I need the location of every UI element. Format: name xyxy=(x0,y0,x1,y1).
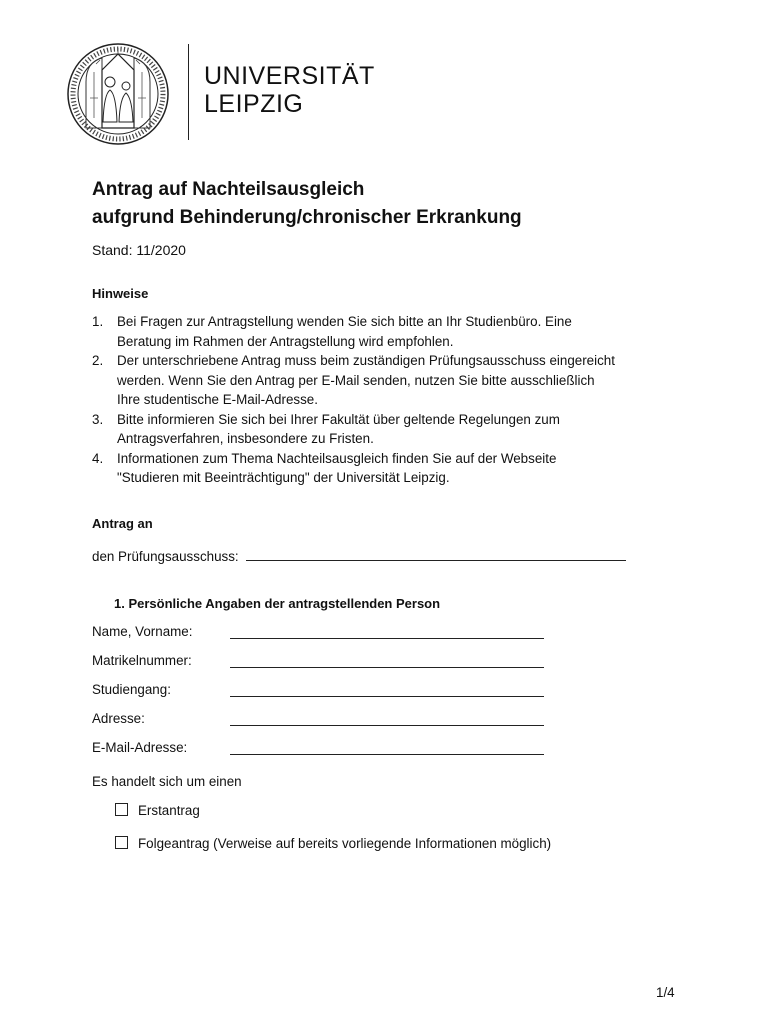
hinweise-heading: Hinweise xyxy=(92,286,149,301)
title-line-2: aufgrund Behinderung/chronischer Erkrankung xyxy=(92,207,522,228)
logo-divider xyxy=(188,44,189,140)
name-vorname-label: Name, Vorname: xyxy=(92,624,193,639)
hinweis-text-line: Beratung im Rahmen der Antragstellung wird empfohlen. xyxy=(117,333,454,349)
adresse-label: Adresse: xyxy=(92,711,145,726)
hinweis-item xyxy=(92,312,692,351)
option-erstantrag-label: Erstantrag xyxy=(138,803,200,818)
option-erstantrag[interactable] xyxy=(115,803,200,818)
hinweis-item xyxy=(92,449,692,488)
hinweis-text-line: Bitte informieren Sie sich bei Ihrer Fakultät über geltende Regelungen zum xyxy=(117,411,560,427)
university-wordmark xyxy=(204,62,375,118)
option-folgeantrag[interactable] xyxy=(115,836,551,851)
pruefungsausschuss-row xyxy=(92,546,626,564)
checkbox-icon[interactable] xyxy=(115,803,128,816)
page-number: 1/4 xyxy=(656,985,675,1000)
hinweis-text-line: Der unterschriebene Antrag muss beim zuständigen Prüfungsausschuss eingereicht xyxy=(117,353,615,368)
hinweis-text-line: Antragsverfahren, insbesondere zu Fristen. xyxy=(117,431,374,446)
pruefungsausschuss-label: den Prüfungsausschuss: xyxy=(92,549,239,564)
hinweis-text-line: "Studieren mit Beeinträchtigung" der Universität Leipzig. xyxy=(117,470,450,485)
hinweis-item xyxy=(92,351,692,410)
pruefungsausschuss-field[interactable] xyxy=(246,546,626,561)
wordmark-line-1: UNIVERSITÄT xyxy=(204,62,375,90)
hinweis-number: 2. xyxy=(92,353,104,368)
hinweis-text-line: Informationen zum Thema Nachteilsausgleich finden Sie auf der Webseite xyxy=(117,450,557,466)
adresse-field[interactable] xyxy=(230,725,544,726)
hinweise-list xyxy=(92,312,692,488)
hinweis-text-line: Bei Fragen zur Antragstellung wenden Sie sich bitte an Ihr Studienbüro. Eine xyxy=(117,314,572,329)
option-folgeantrag-label: Folgeantrag (Verweise auf bereits vorliegende Informationen möglich) xyxy=(138,836,552,851)
section-1-heading: 1. Persönliche Angaben der antragstellenden Person xyxy=(114,596,441,611)
title-line-1: Antrag auf Nachteilsausgleich xyxy=(92,179,365,200)
email-adresse-label: E-Mail-Adresse: xyxy=(92,740,188,755)
studiengang-field[interactable] xyxy=(230,696,544,697)
hinweis-number: 3. xyxy=(92,411,104,427)
version-stand: Stand: 11/2020 xyxy=(92,242,186,258)
hinweis-text-line: werden. Wenn Sie den Antrag per E-Mail senden, nutzen Sie bitte ausschließlich xyxy=(117,372,595,388)
antrag-an-heading: Antrag an xyxy=(92,516,153,531)
document-title xyxy=(92,176,692,232)
checkbox-icon[interactable] xyxy=(115,836,128,849)
hinweis-number: 4. xyxy=(92,450,104,466)
wordmark-line-2: LEIPZIG xyxy=(204,90,304,118)
matrikelnummer-label: Matrikelnummer: xyxy=(92,653,192,668)
matrikelnummer-field[interactable] xyxy=(230,667,544,668)
email-adresse-field[interactable] xyxy=(230,754,544,755)
university-seal-logo xyxy=(66,42,170,146)
hinweis-number: 1. xyxy=(92,314,104,329)
studiengang-label: Studiengang: xyxy=(92,682,171,697)
antragsart-label: Es handelt sich um einen xyxy=(92,774,242,789)
hinweis-text-line: Ihre studentische E-Mail-Adresse. xyxy=(117,392,318,407)
name-vorname-field[interactable] xyxy=(230,638,544,639)
hinweis-item xyxy=(92,410,692,449)
